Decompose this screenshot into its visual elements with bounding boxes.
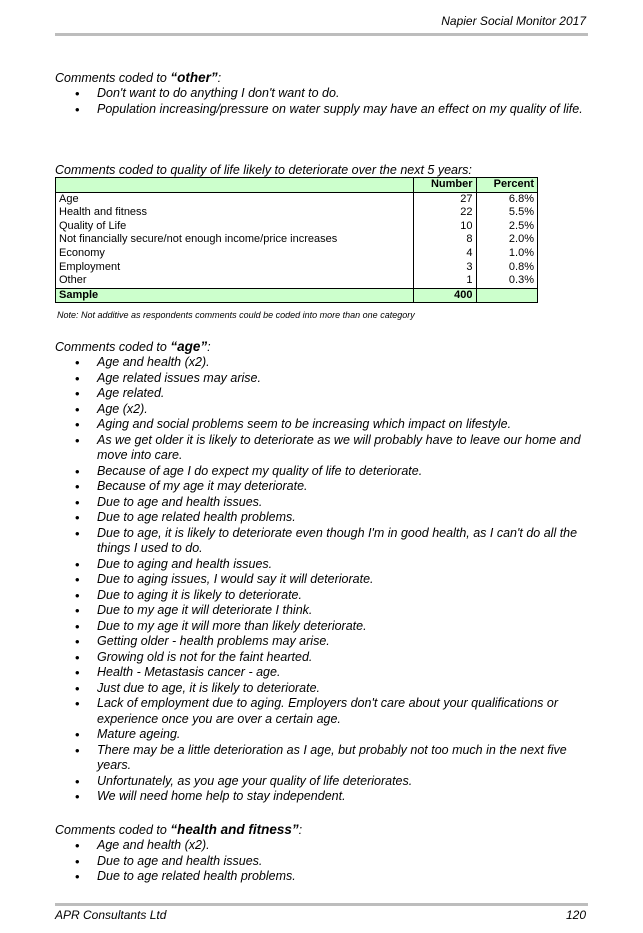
table-cell: 27: [414, 192, 476, 206]
table-row: [56, 192, 538, 206]
table-cell: Quality of Life: [56, 220, 414, 234]
table-row: [56, 261, 538, 275]
list-item: • Mature ageing.: [55, 727, 595, 743]
table-header-row: [56, 178, 538, 193]
table-cell: 4: [414, 247, 476, 261]
table-cell: 0.3%: [476, 274, 537, 288]
footer-rule: [55, 903, 588, 906]
table-cell: 8: [414, 233, 476, 247]
table-header-cell: Percent: [476, 178, 537, 193]
list-item: • Growing old is not for the faint hearted.: [55, 650, 595, 666]
list-item: • Due to age and health issues.: [55, 495, 595, 511]
list-item: • Getting older - health problems may arise.: [55, 634, 595, 650]
table-cell: Employment: [56, 261, 414, 275]
table-cell: 2.0%: [476, 233, 537, 247]
table-sample-cell: Sample: [56, 288, 414, 303]
health-section: [55, 822, 595, 885]
list-item: • Due to age, it is likely to deteriorate even though I'm in good health, as I can't do all the things I used to do.: [55, 526, 595, 557]
table-cell: 6.8%: [476, 192, 537, 206]
list-item: • Because of age I do expect my quality of life to deteriorate.: [55, 464, 595, 480]
table-cell: 1: [414, 274, 476, 288]
table-row: [56, 247, 538, 261]
age-list: [55, 355, 595, 805]
list-item: • Unfortunately, as you age your quality of life deteriorates.: [55, 774, 595, 790]
table-sample-cell: 400: [414, 288, 476, 303]
list-item: • Due to age related health problems.: [55, 510, 595, 526]
deterioration-table: [55, 177, 538, 303]
list-item: • As we get older it is likely to deteriorate as we will probably have to leave our home and move into care.: [55, 433, 595, 464]
table-cell: 2.5%: [476, 220, 537, 234]
list-item: • Due to my age it will deteriorate I think.: [55, 603, 595, 619]
list-item: • Lack of employment due to aging. Employers don't care about your qualifications or experience once you are over a certain age.: [55, 696, 595, 727]
table-cell: Health and fitness: [56, 206, 414, 220]
footer-page-number: 120: [565, 908, 586, 922]
health-heading: Comments coded to “health and fitness”:: [55, 822, 303, 837]
list-item: • Because of my age it may deteriorate.: [55, 479, 595, 495]
list-item: • Age related.: [55, 386, 595, 402]
table-cell: Other: [56, 274, 414, 288]
list-item: • We will need home help to stay independent.: [55, 789, 595, 805]
list-item: • Due to aging it is likely to deteriorate.: [55, 588, 595, 604]
list-item: • Due to aging and health issues.: [55, 557, 595, 573]
list-item: • Don't want to do anything I don't want to do.: [55, 86, 595, 102]
table-note: Note: Not additive as respondents comments could be coded into more than one category: [57, 310, 415, 320]
list-item: • Due to age and health issues.: [55, 854, 595, 870]
table-caption: Comments coded to quality of life likely to deteriorate over the next 5 years:: [55, 163, 472, 177]
other-section: [55, 70, 595, 117]
list-item: • Aging and social problems seem to be increasing which impact on lifestyle.: [55, 417, 595, 433]
header-title: Napier Social Monitor 2017: [441, 14, 586, 28]
table-row: [56, 220, 538, 234]
table-cell: Age: [56, 192, 414, 206]
other-list: [55, 86, 595, 117]
list-item: • Age (x2).: [55, 402, 595, 418]
table-cell: 3: [414, 261, 476, 275]
table-cell: 0.8%: [476, 261, 537, 275]
other-heading: Comments coded to “other”:: [55, 70, 222, 85]
footer-company: APR Consultants Ltd: [55, 908, 167, 922]
table-cell: 1.0%: [476, 247, 537, 261]
table-cell: 10: [414, 220, 476, 234]
list-item: • Due to my age it will more than likely deteriorate.: [55, 619, 595, 635]
list-item: • Population increasing/pressure on water supply may have an effect on my quality of life.: [55, 102, 595, 118]
list-item: • Age and health (x2).: [55, 355, 595, 371]
health-list: [55, 838, 595, 885]
table-row: [56, 233, 538, 247]
age-heading: Comments coded to “age”:: [55, 339, 211, 354]
list-item: • Due to aging issues, I would say it will deteriorate.: [55, 572, 595, 588]
table-sample-cell: [476, 288, 537, 303]
table-cell: Economy: [56, 247, 414, 261]
list-item: • Age related issues may arise.: [55, 371, 595, 387]
table-sample-row: [56, 288, 538, 303]
list-item: • Age and health (x2).: [55, 838, 595, 854]
table-cell: Not financially secure/not enough income/price increases: [56, 233, 414, 247]
list-item: • Just due to age, it is likely to deteriorate.: [55, 681, 595, 697]
list-item: • Health - Metastasis cancer - age.: [55, 665, 595, 681]
list-item: • There may be a little deterioration as I age, but probably not too much in the next five years.: [55, 743, 595, 774]
age-section: [55, 339, 595, 805]
table-row: [56, 206, 538, 220]
table-header-cell: Number: [414, 178, 476, 193]
header-rule: [55, 33, 588, 36]
table-cell: 5.5%: [476, 206, 537, 220]
list-item: • Due to age related health problems.: [55, 869, 595, 885]
table-cell: 22: [414, 206, 476, 220]
table-row: [56, 274, 538, 288]
table-header-cell: [56, 178, 414, 193]
